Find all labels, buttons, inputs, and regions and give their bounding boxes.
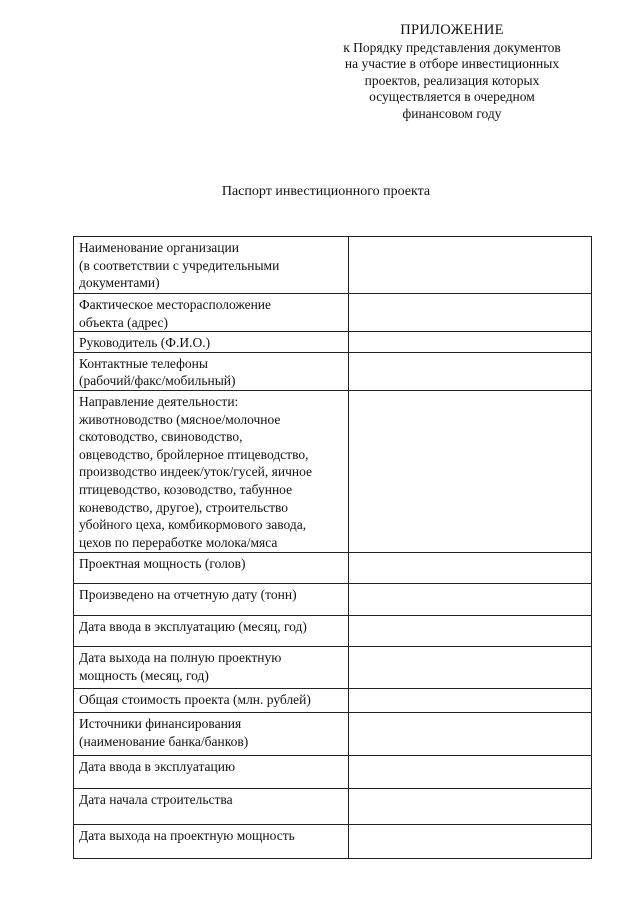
row-value-cell[interactable] [349, 390, 592, 552]
row-label-line: Наименование организации [79, 240, 239, 255]
row-label-line: птицеводство, козоводство, табунное [79, 481, 293, 497]
row-label [74, 294, 349, 332]
row-label-line: Проектная мощность (голов) [79, 555, 246, 571]
row-label [74, 352, 349, 390]
row-label [74, 390, 349, 552]
row-label-line: Руководитель (Ф.И.О.) [79, 335, 211, 351]
passport-row [74, 688, 592, 712]
passport-row [74, 390, 592, 552]
row-label-line: (рабочий/факс/мобильный) [79, 373, 236, 389]
row-label-line: производство индеек/уток/гусей, яичное [79, 464, 313, 480]
passport-row [74, 352, 592, 390]
row-label-line: коневодство, другое), строительство [79, 499, 289, 515]
row-value-cell[interactable] [349, 788, 592, 824]
row-value-cell[interactable] [349, 583, 592, 615]
passport-row [74, 294, 592, 332]
row-label [74, 646, 349, 688]
row-label [74, 788, 349, 824]
row-label-line: Дата начала строительства [79, 791, 233, 807]
appendix-header [310, 22, 594, 122]
row-value-cell[interactable] [349, 552, 592, 583]
row-label [74, 583, 349, 615]
row-label-line: животноводство (мясное/молочное [79, 411, 281, 427]
row-label-line: Контактные телефоны [79, 355, 208, 371]
passport-row [74, 824, 592, 858]
row-label-line: Дата выхода на проектную мощность [79, 827, 295, 843]
row-label-line: Фактическое месторасположение [79, 297, 272, 312]
appendix-line: осуществляется в очередном [369, 89, 535, 104]
row-label-line: скотоводство, свиноводство, [79, 429, 243, 445]
row-label-line: Дата ввода в эксплуатацию (месяц, год) [79, 618, 307, 634]
passport-table-body [74, 237, 592, 859]
row-value-cell[interactable] [349, 352, 592, 390]
appendix-line: на участие в отборе инвестиционных [344, 56, 560, 71]
passport-row [74, 583, 592, 615]
document-title: Паспорт инвестиционного проекта [221, 184, 431, 199]
row-label-line: (в соответствии с учредительными [79, 257, 280, 273]
row-label-line: убойного цеха, комбикормового завода, [79, 517, 307, 533]
row-value-cell[interactable] [349, 294, 592, 332]
row-label [74, 615, 349, 646]
row-label-line: Произведено на отчетную дату (тонн) [79, 586, 297, 602]
row-label-line: цехов по переработке молока/мяса [79, 534, 278, 550]
row-label [74, 332, 349, 353]
row-value-cell[interactable] [349, 755, 592, 788]
passport-row [74, 615, 592, 646]
passport-row [74, 552, 592, 583]
row-label [74, 755, 349, 788]
row-value-cell[interactable] [349, 646, 592, 688]
row-label-line: объекта (адрес) [79, 314, 168, 330]
passport-row [74, 788, 592, 824]
row-label [74, 688, 349, 712]
row-label-line: Дата ввода в эксплуатацию [79, 758, 236, 774]
row-label [74, 712, 349, 755]
row-label [74, 824, 349, 858]
row-value-cell[interactable] [349, 688, 592, 712]
passport-row [74, 332, 592, 353]
appendix-line: финансовом году [402, 105, 502, 121]
row-label-line: овцеводство, бройлерное птицеводство, [79, 446, 309, 462]
row-label-line: (наименование банка/банков) [79, 733, 249, 749]
row-value-cell[interactable] [349, 824, 592, 858]
passport-row [74, 712, 592, 755]
passport-table [73, 236, 592, 859]
passport-row [74, 755, 592, 788]
appendix-line: к Порядку представления документов [343, 39, 561, 55]
row-value-cell[interactable] [349, 615, 592, 646]
passport-row [74, 237, 592, 294]
appendix-heading: ПРИЛОЖЕНИЕ [400, 22, 504, 38]
row-label-line: Источники финансирования [79, 715, 242, 731]
row-label [74, 237, 349, 294]
row-value-cell[interactable] [349, 712, 592, 755]
row-label-line: документами) [79, 275, 160, 291]
row-value-cell[interactable] [349, 332, 592, 353]
passport-row [74, 646, 592, 688]
row-label [74, 552, 349, 583]
row-label-line: Дата выхода на полную проектную [79, 649, 282, 665]
row-label-line: Общая стоимость проекта (млн. рублей) [79, 691, 311, 707]
row-value-cell[interactable] [349, 237, 592, 294]
row-label-line: Направление деятельности: [79, 393, 239, 409]
row-label-line: мощность (месяц, год) [79, 667, 209, 683]
appendix-line: проектов, реализация которых [364, 72, 540, 88]
